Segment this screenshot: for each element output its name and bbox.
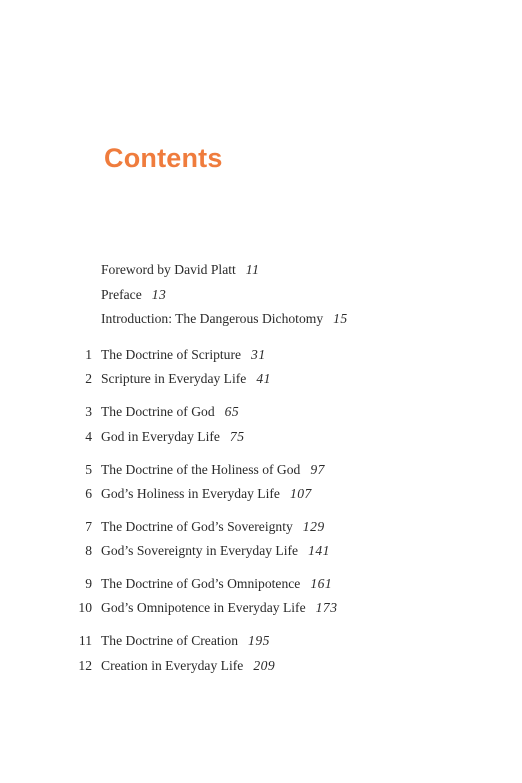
toc-page-number: 31 bbox=[251, 347, 266, 362]
toc-page-number: 15 bbox=[333, 311, 348, 326]
toc-entry-chapter-1[interactable] bbox=[0, 345, 522, 365]
toc-page-number: 209 bbox=[253, 658, 276, 673]
toc-entry-text bbox=[101, 656, 275, 676]
toc-entry-text bbox=[101, 402, 239, 422]
toc-page-number: 107 bbox=[289, 486, 312, 501]
toc-page-number: 173 bbox=[315, 600, 338, 615]
chapter-number: 9 bbox=[85, 576, 92, 591]
chapter-number: 1 bbox=[85, 347, 92, 362]
chapter-number: 12 bbox=[78, 658, 92, 673]
toc-entry-title: Foreword by David Platt bbox=[101, 262, 236, 277]
chapter-number: 2 bbox=[85, 371, 92, 386]
toc-entry-chapter-4[interactable] bbox=[0, 427, 522, 447]
toc-entry-text bbox=[101, 574, 332, 594]
toc-entry-chapter-3[interactable] bbox=[0, 402, 522, 422]
toc-page-number: 65 bbox=[224, 404, 240, 419]
toc-entry-chapter-9[interactable] bbox=[0, 574, 522, 594]
toc-page-number: 13 bbox=[151, 287, 167, 302]
toc-entry-text bbox=[101, 460, 325, 480]
toc-entry-title: God’s Omnipotence in Everyday Life bbox=[101, 600, 306, 615]
toc-entry-chapter-7[interactable] bbox=[0, 517, 522, 537]
toc-entry-title: God’s Holiness in Everyday Life bbox=[101, 486, 280, 501]
chapter-number: 6 bbox=[85, 486, 92, 501]
toc-entry-title: God in Everyday Life bbox=[101, 429, 220, 444]
toc-page-number: 161 bbox=[310, 576, 333, 591]
toc-page-number: 141 bbox=[308, 543, 330, 558]
toc-entry-chapter-12[interactable] bbox=[0, 656, 522, 676]
toc-entry-title: The Doctrine of God’s Omnipotence bbox=[101, 576, 301, 591]
chapter-number: 3 bbox=[85, 404, 92, 419]
toc-page-number: 41 bbox=[256, 371, 271, 386]
toc-entry-chapter-11[interactable] bbox=[0, 631, 522, 651]
chapter-number: 7 bbox=[85, 519, 92, 534]
toc-page-number: 97 bbox=[310, 462, 325, 477]
toc-page-number: 129 bbox=[302, 519, 325, 534]
toc-entry-foreword[interactable] bbox=[0, 260, 522, 280]
toc-page-number: 11 bbox=[245, 262, 260, 277]
toc-entry-introduction[interactable] bbox=[0, 309, 522, 329]
toc-entry-chapter-8[interactable] bbox=[0, 541, 522, 561]
chapter-number: 4 bbox=[85, 429, 92, 444]
chapter-number: 8 bbox=[85, 543, 92, 558]
toc-entry-text bbox=[101, 345, 266, 365]
toc-entry-chapter-2[interactable] bbox=[0, 369, 522, 389]
toc-entry-text bbox=[101, 541, 330, 561]
chapter-number: 10 bbox=[78, 600, 92, 615]
toc-entry-title: God’s Sovereignty in Everyday Life bbox=[101, 543, 299, 558]
toc-entry-text bbox=[101, 285, 166, 305]
toc-entry-title: Scripture in Everyday Life bbox=[101, 371, 247, 386]
toc-page-number: 195 bbox=[248, 633, 270, 648]
toc-entry-preface[interactable] bbox=[0, 285, 522, 305]
toc-entry-title: The Doctrine of God bbox=[101, 404, 215, 419]
toc-entry-text bbox=[101, 260, 259, 280]
toc-entry-title: The Doctrine of God’s Sovereignty bbox=[101, 519, 293, 534]
toc-entry-title: Preface bbox=[101, 287, 142, 302]
toc-entry-text bbox=[101, 631, 270, 651]
toc-entry-text bbox=[101, 517, 325, 537]
chapter-number: 5 bbox=[85, 462, 92, 477]
toc-entry-text bbox=[101, 484, 312, 504]
toc-entry-title: Creation in Everyday Life bbox=[101, 658, 244, 673]
contents-heading: Contents bbox=[104, 143, 223, 173]
toc-entry-text bbox=[101, 309, 348, 329]
toc-entry-title: The Doctrine of Scripture bbox=[101, 347, 242, 362]
toc-entry-chapter-10[interactable] bbox=[0, 598, 522, 618]
chapter-number: 11 bbox=[78, 633, 92, 648]
toc-entry-title: The Doctrine of Creation bbox=[101, 633, 239, 648]
toc-entry-title: The Doctrine of the Holiness of God bbox=[101, 462, 301, 477]
toc-entry-text bbox=[101, 598, 338, 618]
toc-entry-text bbox=[101, 369, 271, 389]
toc-entry-text bbox=[101, 427, 245, 447]
toc-page-number: 75 bbox=[229, 429, 245, 444]
toc-entry-chapter-5[interactable] bbox=[0, 460, 522, 480]
toc-entry-chapter-6[interactable] bbox=[0, 484, 522, 504]
toc-entry-title: Introduction: The Dangerous Dichotomy bbox=[101, 311, 324, 326]
